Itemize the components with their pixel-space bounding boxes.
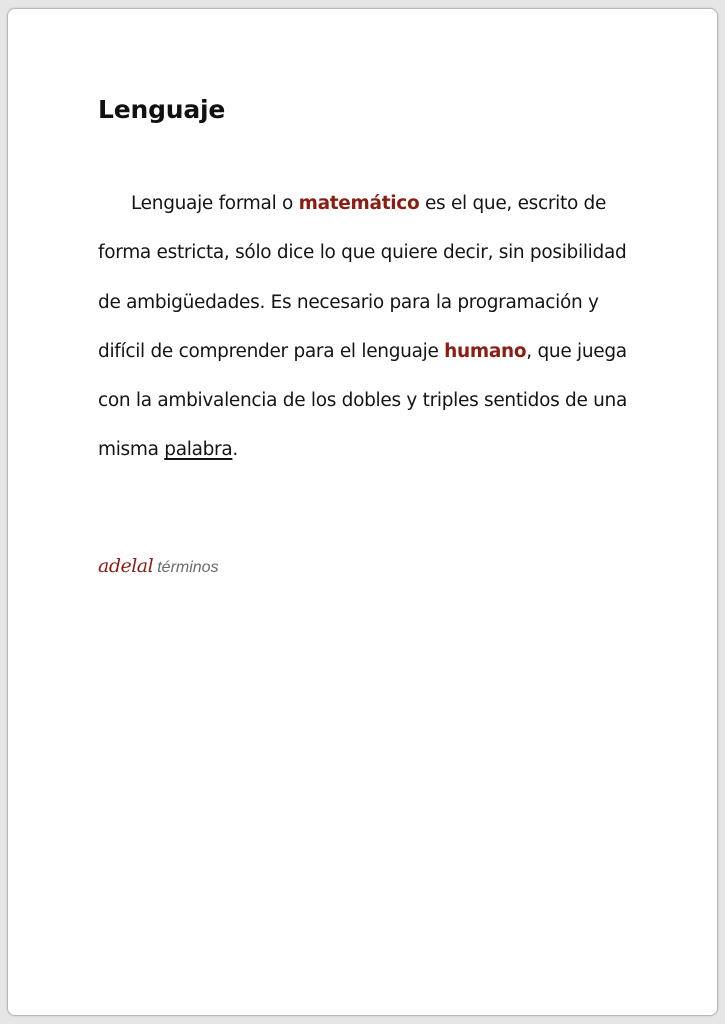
text-segment-1: Lenguaje formal o (131, 193, 299, 214)
document-page (7, 8, 718, 1016)
highlight-term-matematico: matemático (298, 193, 420, 214)
footer-signature (98, 555, 219, 577)
text-segment-2: es el que, escrito de forma estricta, sólo dice lo que quiere decir, sin posibilidad de ambigüedades. Es necesario para la programación y difícil de comprender para el lenguaje (98, 193, 627, 362)
text-segment-3: , que juega con la ambivalencia de los dobles y triples sentidos de una misma (98, 340, 628, 461)
definition-paragraph (98, 179, 643, 475)
link-palabra[interactable]: palabra (164, 439, 233, 461)
section-label: términos (157, 559, 219, 576)
text-end: . (232, 439, 238, 461)
page-title: Lenguaje (98, 95, 226, 124)
brand-logo: adelal (98, 555, 154, 577)
highlight-term-humano: humano (444, 340, 527, 362)
